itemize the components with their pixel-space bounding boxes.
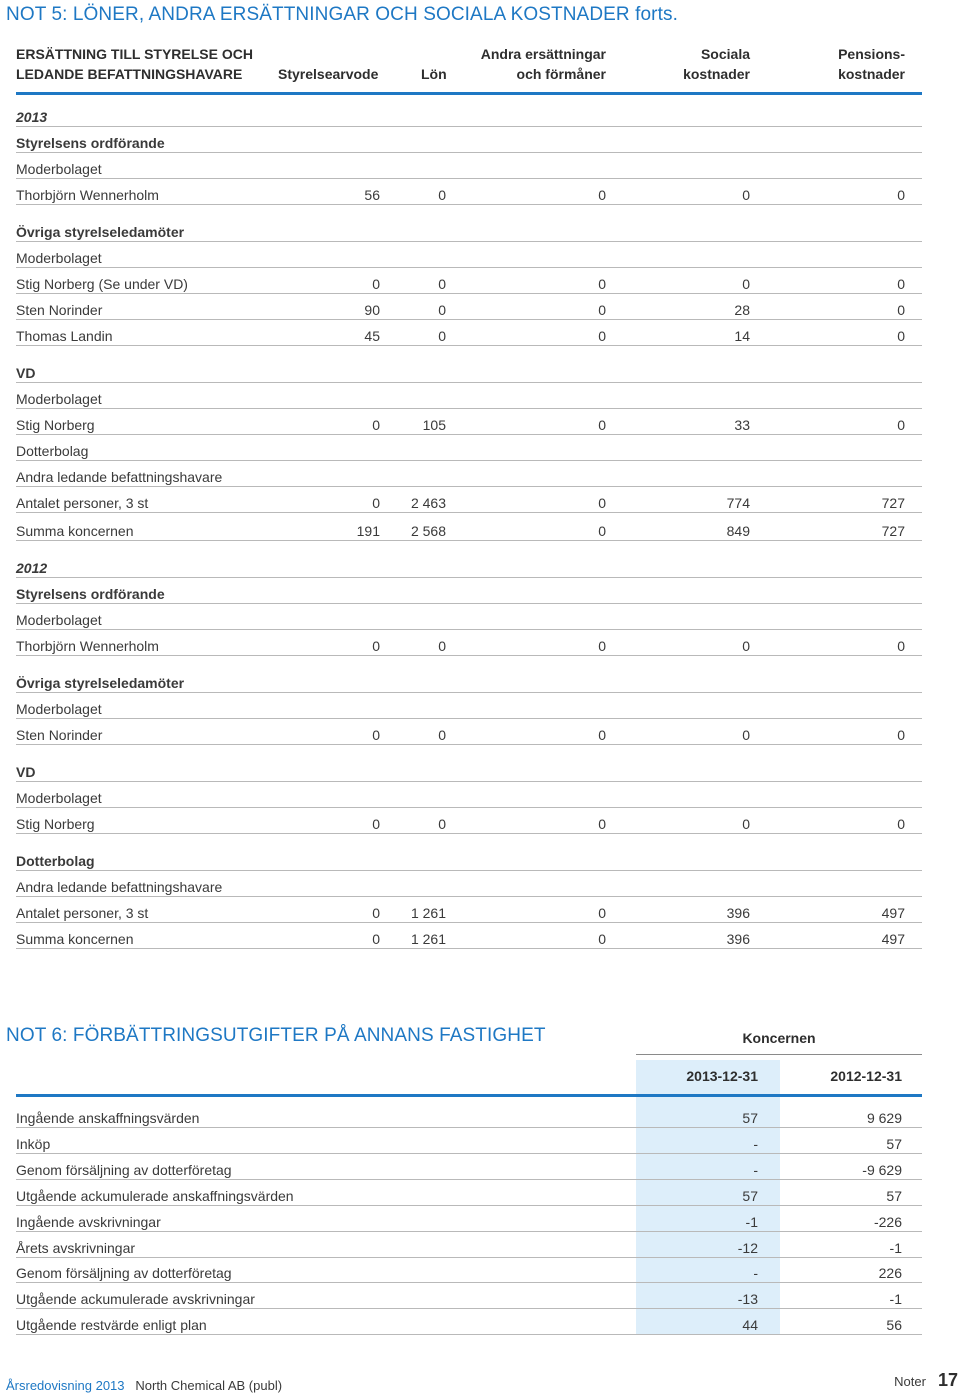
row-label: VD bbox=[16, 365, 36, 381]
cell-value: 727 bbox=[881, 523, 905, 539]
cell-value: 0 bbox=[598, 638, 606, 654]
cell-value: 0 bbox=[438, 727, 446, 743]
cell-value: 0 bbox=[372, 816, 380, 832]
row-label: Moderbolaget bbox=[16, 701, 102, 717]
header-col5-line1: Pensions- bbox=[838, 46, 905, 62]
cell-value: 0 bbox=[598, 495, 606, 511]
note6-title: NOT 6: FÖRBÄTTRINGSUTGIFTER PÅ ANNANS FASTIGHET bbox=[6, 1025, 546, 1046]
table-row bbox=[16, 153, 922, 179]
cell-value: 0 bbox=[372, 417, 380, 433]
header-label-line1: ERSÄTTNING TILL STYRELSE OCH bbox=[16, 46, 253, 62]
table-row bbox=[16, 693, 922, 719]
row-label: Moderbolaget bbox=[16, 250, 102, 266]
table-row bbox=[16, 435, 922, 461]
header-pensionskostnader bbox=[838, 44, 905, 84]
row-label: Ingående anskaffningsvärden bbox=[16, 1110, 200, 1126]
cell-value: -1 bbox=[889, 1239, 902, 1256]
cell-value: 57 bbox=[742, 1187, 758, 1204]
header-sociala-kostnader bbox=[683, 44, 750, 84]
header-col3-line2: och förmåner bbox=[516, 66, 606, 82]
row-label: 2013 bbox=[16, 109, 48, 125]
table-row bbox=[16, 604, 922, 630]
cell-value: 0 bbox=[742, 187, 750, 203]
cell-value: 0 bbox=[438, 187, 446, 203]
header-col4-line2: kostnader bbox=[683, 66, 750, 82]
row-label: VD bbox=[16, 764, 36, 780]
table-row bbox=[16, 1102, 922, 1128]
group-row bbox=[16, 667, 922, 693]
row-label: Antalet personer, 3 st bbox=[16, 905, 149, 921]
footer-section: Noter bbox=[894, 1374, 926, 1389]
cell-value: 0 bbox=[598, 302, 606, 318]
col-2012: 2012-12-31 bbox=[830, 1068, 902, 1084]
cell-value: 0 bbox=[438, 302, 446, 318]
cell-value: 57 bbox=[886, 1135, 902, 1152]
group-row bbox=[16, 127, 922, 153]
cell-value: 0 bbox=[372, 931, 380, 947]
cell-value: 0 bbox=[438, 328, 446, 344]
row-label: Utgående ackumulerade avskrivningar bbox=[16, 1291, 255, 1308]
row-label: Summa koncernen bbox=[16, 523, 134, 539]
cell-value: -1 bbox=[889, 1291, 902, 1308]
cell-value: 45 bbox=[364, 328, 380, 344]
group-row bbox=[16, 845, 922, 871]
row-label: Styrelsens ordförande bbox=[16, 135, 165, 151]
cell-value: - bbox=[753, 1135, 758, 1152]
cell-value: 57 bbox=[886, 1187, 902, 1204]
cell-value: 226 bbox=[878, 1265, 902, 1282]
koncernen-rule bbox=[636, 1054, 922, 1055]
cell-value: 0 bbox=[372, 495, 380, 511]
table-row bbox=[16, 1283, 922, 1309]
table-row bbox=[16, 871, 922, 897]
header-col5-line2: kostnader bbox=[838, 66, 905, 82]
row-label: Moderbolaget bbox=[16, 161, 102, 177]
cell-value: 44 bbox=[742, 1317, 758, 1334]
row-label: Stig Norberg bbox=[16, 417, 95, 433]
cell-value: 0 bbox=[598, 816, 606, 832]
cell-value: 774 bbox=[726, 495, 750, 511]
cell-value: 0 bbox=[438, 638, 446, 654]
cell-value: -13 bbox=[737, 1291, 758, 1308]
note5-title: NOT 5: LÖNER, ANDRA ERSÄTTNINGAR OCH SOCIALA KOSTNADER forts. bbox=[6, 4, 678, 25]
table-row bbox=[16, 383, 922, 409]
table-row bbox=[16, 409, 922, 435]
table-row bbox=[16, 1206, 922, 1232]
cell-value: 0 bbox=[742, 276, 750, 292]
table-row bbox=[16, 923, 922, 949]
footer-page bbox=[894, 1370, 958, 1391]
year-row bbox=[16, 101, 922, 127]
cell-value: -9 629 bbox=[862, 1161, 902, 1178]
table-row bbox=[16, 268, 922, 294]
cell-value: 191 bbox=[356, 523, 380, 539]
col-2013: 2013-12-31 bbox=[686, 1068, 758, 1084]
cell-value: 0 bbox=[438, 276, 446, 292]
row-label: Moderbolaget bbox=[16, 391, 102, 407]
header-rule bbox=[16, 92, 922, 95]
cell-value: 2 568 bbox=[410, 523, 446, 539]
cell-value: 0 bbox=[598, 187, 606, 203]
cell-value: -226 bbox=[873, 1213, 902, 1230]
row-label: Moderbolaget bbox=[16, 790, 102, 806]
row-label: Sten Norinder bbox=[16, 302, 103, 318]
footer bbox=[6, 1378, 282, 1393]
row-label: Moderbolaget bbox=[16, 612, 102, 628]
row-label: 2012 bbox=[16, 560, 48, 576]
cell-value: 396 bbox=[726, 905, 750, 921]
row-label: Sten Norinder bbox=[16, 727, 103, 743]
row-label: Utgående ackumulerade anskaffningsvärden bbox=[16, 1187, 294, 1204]
row-label: Inköp bbox=[16, 1135, 51, 1152]
row-label: Stig Norberg bbox=[16, 816, 95, 832]
cell-value: 0 bbox=[897, 302, 905, 318]
row-label: Genom försäljning av dotterföretag bbox=[16, 1265, 232, 1282]
cell-value: 727 bbox=[881, 495, 905, 511]
footer-company: North Chemical AB (publ) bbox=[135, 1378, 283, 1393]
table-row bbox=[16, 630, 922, 656]
table-row bbox=[16, 1128, 922, 1154]
year-row bbox=[16, 552, 922, 578]
row-label: Årets avskrivningar bbox=[16, 1239, 136, 1256]
cell-value: 0 bbox=[438, 816, 446, 832]
table-row bbox=[16, 1232, 922, 1258]
koncernen-label: Koncernen bbox=[742, 1030, 816, 1046]
table-row bbox=[16, 1154, 922, 1180]
header-col4-line1: Sociala bbox=[700, 46, 750, 62]
cell-value: - bbox=[753, 1161, 758, 1178]
group-row bbox=[16, 756, 922, 782]
cell-value: 0 bbox=[742, 816, 750, 832]
row-label: Thomas Landin bbox=[16, 328, 113, 344]
table-row bbox=[16, 487, 922, 513]
cell-value: 0 bbox=[742, 638, 750, 654]
cell-value: 0 bbox=[598, 931, 606, 947]
table-row bbox=[16, 1257, 922, 1283]
cell-value: 0 bbox=[372, 638, 380, 654]
cell-value: 0 bbox=[372, 905, 380, 921]
cell-value: 0 bbox=[598, 276, 606, 292]
row-label: Genom försäljning av dotterföretag bbox=[16, 1161, 232, 1178]
table-row bbox=[16, 1180, 922, 1206]
cell-value: 0 bbox=[897, 187, 905, 203]
group-row bbox=[16, 578, 922, 604]
row-label: Övriga styrelseledamöter bbox=[16, 675, 185, 691]
cell-value: 497 bbox=[881, 931, 905, 947]
row-label: Stig Norberg (Se under VD) bbox=[16, 276, 188, 292]
cell-value: 57 bbox=[742, 1110, 758, 1126]
cell-value: 1 261 bbox=[410, 931, 446, 947]
cell-value: 0 bbox=[598, 328, 606, 344]
row-label: Summa koncernen bbox=[16, 931, 134, 947]
cell-value: 396 bbox=[726, 931, 750, 947]
cell-value: 0 bbox=[897, 328, 905, 344]
cell-value: -1 bbox=[745, 1213, 758, 1230]
row-label: Thorbjörn Wennerholm bbox=[16, 187, 159, 203]
cell-value: 0 bbox=[372, 727, 380, 743]
table-header bbox=[16, 44, 922, 92]
cell-value: 0 bbox=[897, 727, 905, 743]
row-label: Utgående restvärde enligt plan bbox=[16, 1317, 207, 1334]
row-label: Dotterbolag bbox=[16, 853, 95, 869]
group-row bbox=[16, 357, 922, 383]
cell-value: -12 bbox=[737, 1239, 758, 1256]
group-row bbox=[16, 216, 922, 242]
table-row bbox=[16, 808, 922, 834]
cell-value: 0 bbox=[897, 816, 905, 832]
cell-value: 56 bbox=[364, 187, 380, 203]
row-label: Andra ledande befattningshavare bbox=[16, 879, 223, 895]
table-row bbox=[16, 179, 922, 205]
cell-value: 0 bbox=[598, 727, 606, 743]
cell-value: 0 bbox=[742, 727, 750, 743]
cell-value: 0 bbox=[897, 276, 905, 292]
table-row bbox=[16, 1309, 922, 1335]
table-row bbox=[16, 242, 922, 268]
table-row bbox=[16, 320, 922, 346]
table-row bbox=[16, 515, 922, 541]
header-lon: Lön bbox=[421, 66, 447, 82]
cell-value: 0 bbox=[372, 276, 380, 292]
cell-value: 0 bbox=[897, 638, 905, 654]
row-label: Styrelsens ordförande bbox=[16, 586, 165, 602]
row-label: Dotterbolag bbox=[16, 443, 89, 459]
header-styrelsearvode: Styrelsearvode bbox=[278, 66, 379, 82]
row-label: Övriga styrelseledamöter bbox=[16, 224, 185, 240]
cell-value: 33 bbox=[734, 417, 750, 433]
cell-value: 497 bbox=[881, 905, 905, 921]
cell-value: 0 bbox=[598, 905, 606, 921]
cell-value: 9 629 bbox=[866, 1110, 902, 1126]
table-row bbox=[16, 294, 922, 320]
header-andra-ersattningar bbox=[481, 44, 606, 84]
cell-value: - bbox=[753, 1265, 758, 1282]
header-label bbox=[16, 44, 253, 84]
cell-value: 14 bbox=[734, 328, 750, 344]
cell-value: 90 bbox=[364, 302, 380, 318]
row-label: Antalet personer, 3 st bbox=[16, 495, 149, 511]
cell-value: 0 bbox=[598, 523, 606, 539]
header-label-line2: LEDANDE BEFATTNINGSHAVARE bbox=[16, 66, 243, 82]
table-row bbox=[16, 782, 922, 808]
cell-value: 849 bbox=[726, 523, 750, 539]
cell-value: 56 bbox=[886, 1317, 902, 1334]
cell-value: 2 463 bbox=[410, 495, 446, 511]
header-col3-line1: Andra ersättningar bbox=[480, 46, 606, 62]
table-row bbox=[16, 461, 922, 487]
page-number: 17 bbox=[937, 1370, 958, 1390]
footer-report: Årsredovisning 2013 bbox=[6, 1378, 125, 1393]
note6-header-rule bbox=[16, 1094, 922, 1097]
table-row bbox=[16, 897, 922, 923]
cell-value: 105 bbox=[422, 417, 446, 433]
cell-value: 28 bbox=[734, 302, 750, 318]
row-label: Ingående avskrivningar bbox=[16, 1213, 161, 1230]
row-label: Thorbjörn Wennerholm bbox=[16, 638, 159, 654]
table-row bbox=[16, 719, 922, 745]
cell-value: 0 bbox=[897, 417, 905, 433]
cell-value: 0 bbox=[598, 417, 606, 433]
cell-value: 1 261 bbox=[410, 905, 446, 921]
row-label: Andra ledande befattningshavare bbox=[16, 469, 223, 485]
